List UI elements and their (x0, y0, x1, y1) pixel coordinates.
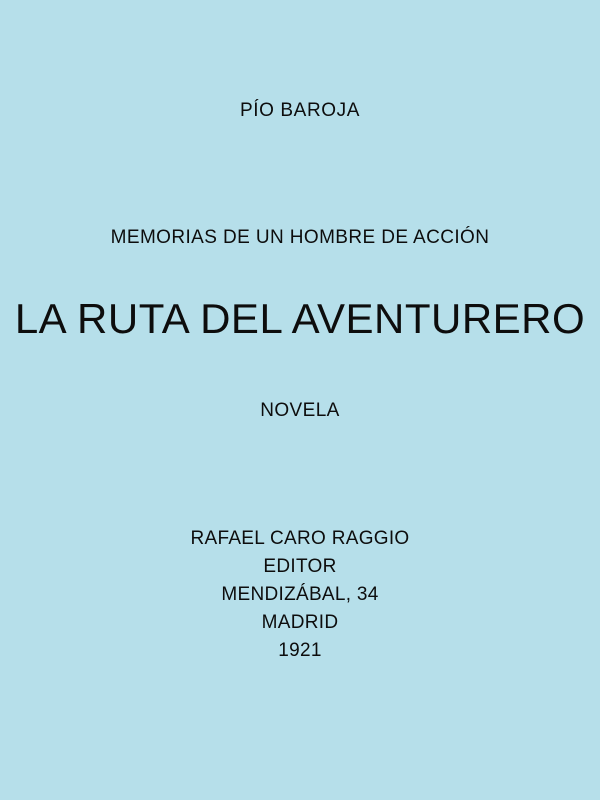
publisher-role: EDITOR (263, 556, 337, 577)
publication-year: 1921 (278, 640, 322, 661)
publisher-city: MADRID (261, 612, 339, 633)
imprint-block (0, 525, 600, 665)
publisher-name: RAFAEL CARO RAGGIO (190, 528, 410, 549)
publisher-address: MENDIZÁBAL, 34 (221, 584, 379, 605)
book-title: LA RUTA DEL AVENTURERO (14, 295, 586, 342)
series-title: MEMORIAS DE UN HOMBRE DE ACCIÓN (110, 227, 490, 248)
genre-label: NOVELA (260, 400, 340, 421)
author-name: PÍO BAROJA (239, 100, 361, 121)
